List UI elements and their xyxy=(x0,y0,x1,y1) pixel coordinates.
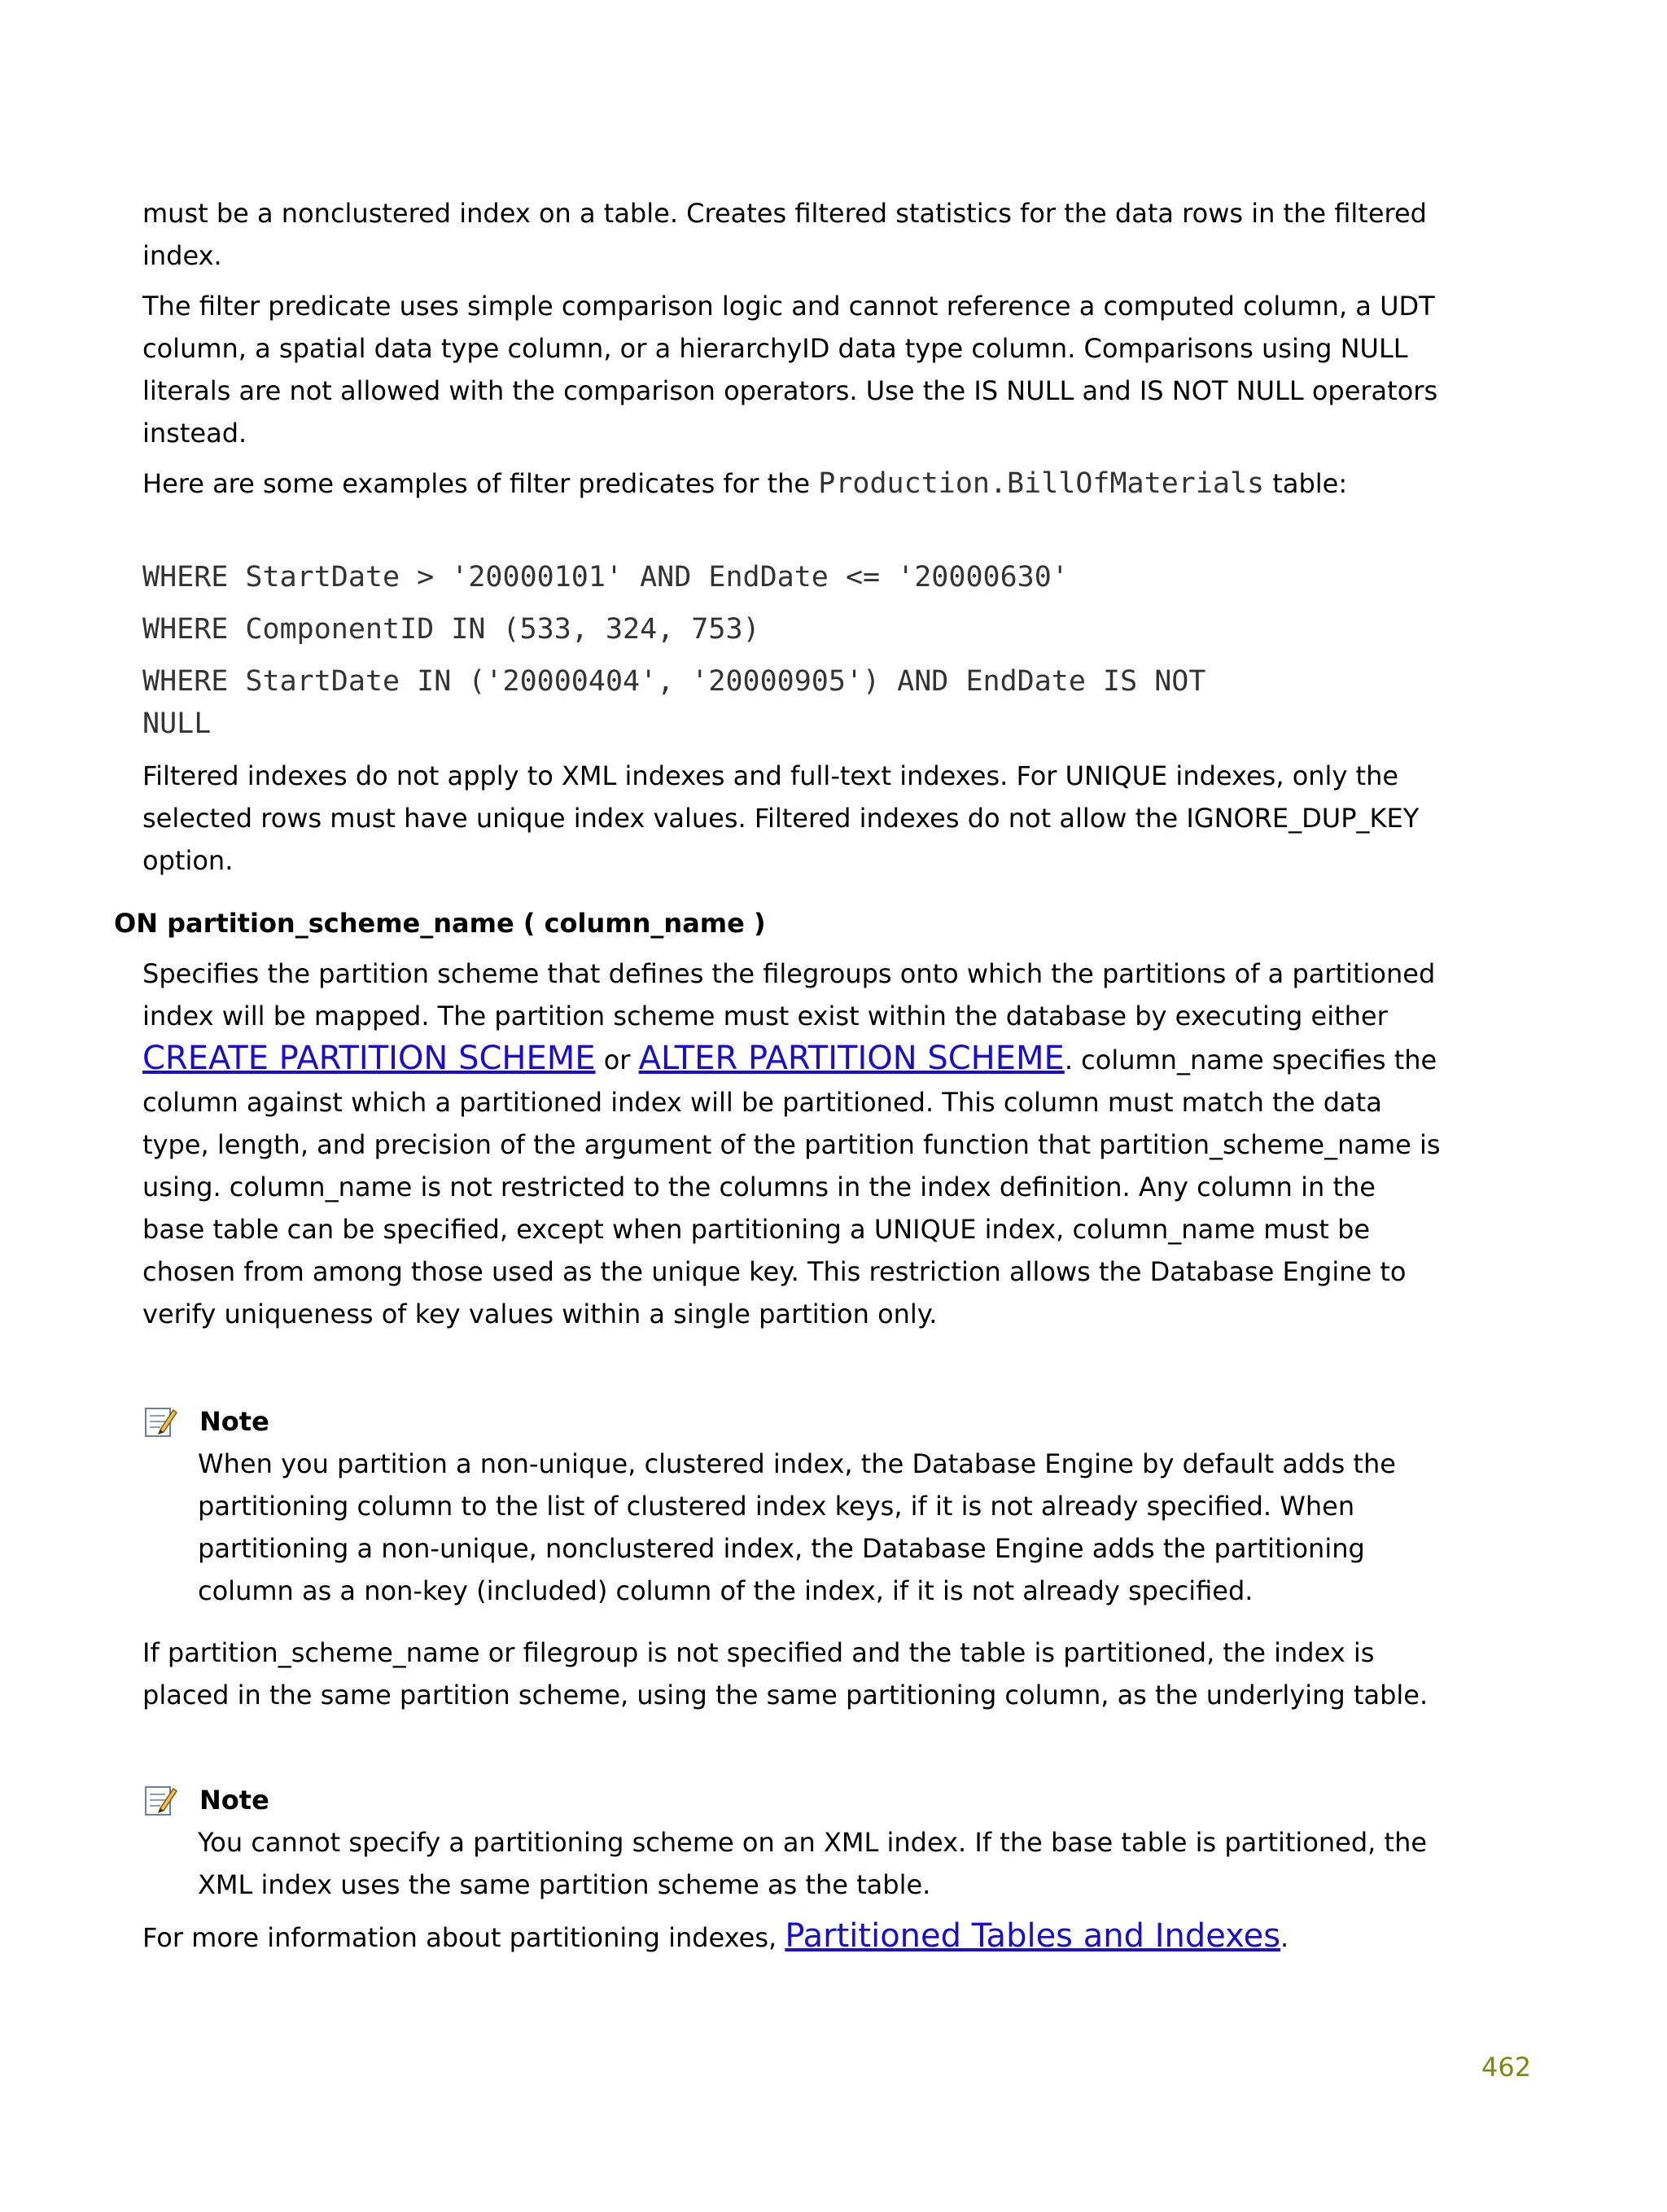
paragraph-partition-default: If partition_scheme_name or filegroup is not specified and the table is partitioned, the index is placed in the same partition scheme, using the same partitioning column, as the underlying table. xyxy=(142,1637,1429,1710)
paragraph-examples-intro xyxy=(142,462,1445,505)
code-example-1: WHERE StartDate > '20000101' AND EndDate <= '20000630' xyxy=(142,561,1069,594)
more-info-text: For more information about partitioning indexes, xyxy=(142,1922,785,1953)
term-on-partition-scheme: ON partition_scheme_name ( column_name ) xyxy=(114,908,766,939)
note-body-2: You cannot specify a partitioning scheme on an XML index. If the base table is partitioned, the XML index uses the same partition scheme as the table. xyxy=(198,1827,1428,1900)
code-example-3: WHERE StartDate IN ('20000404', '20000905') AND EndDate IS NOT NULL xyxy=(142,665,1223,740)
note-title-2: Note xyxy=(199,1785,269,1816)
paragraph-filtered-index: must be a nonclustered index on a table. Creates filtered statistics for the data rows in the filtered index. xyxy=(142,198,1427,271)
create-partition-scheme-link[interactable]: CREATE PARTITION SCHEME xyxy=(142,1040,596,1077)
partition-scheme-text: Specifies the partition scheme that defines the filegroups onto which the partitions of a partitioned index will be mapped. The partition scheme must exist within the database by executing either xyxy=(142,958,1436,1032)
paragraph-filtered-restrictions: Filtered indexes do not apply to XML indexes and full-text indexes. For UNIQUE indexes, only the selected rows must have unique index values. Filtered indexes do not allow the IGNORE_DUP_KEY option. xyxy=(142,760,1420,876)
note-pencil-icon xyxy=(142,1404,178,1439)
partition-scheme-rest: . column_name specifies the column against which a partitioned index will be partitioned. This column must match the data type, length, and precision of the argument of the partition function that partition_scheme_name is using. column_name is not restricted to the columns in the index definition. Any column in the base table can be specified, except when partitioning a UNIQUE index, column_name must be chosen from among those used as the unique key. This restriction allows the Database Engine to verify uniqueness of key values within a single partition only. xyxy=(142,1045,1441,1329)
paragraph-filter-predicate: The filter predicate uses simple comparison logic and cannot reference a computed column, a UDT column, a spatial data type column, or a hierarchyID data type column. Comparisons using NULL literals are not allowed with the comparison operators. Use the IS NULL and IS NOT NULL operators instead. xyxy=(142,291,1438,449)
page-number: 462 xyxy=(1481,2052,1532,2083)
note-header-1 xyxy=(142,1400,269,1443)
alter-partition-scheme-link[interactable]: ALTER PARTITION SCHEME xyxy=(638,1040,1065,1077)
examples-intro-suffix: table: xyxy=(1264,468,1348,499)
examples-intro-text: Here are some examples of filter predicates for the xyxy=(142,468,819,499)
partitioned-tables-link[interactable]: Partitioned Tables and Indexes xyxy=(785,1917,1281,1955)
partition-scheme-or: or xyxy=(595,1045,639,1075)
note-pencil-icon xyxy=(142,1782,178,1818)
note-header-2 xyxy=(142,1779,269,1821)
table-name-code: Production.BillOfMaterials xyxy=(818,467,1265,500)
more-info-period: . xyxy=(1280,1922,1289,1953)
code-example-2: WHERE ComponentID IN (533, 324, 753) xyxy=(142,613,760,646)
paragraph-partition-scheme xyxy=(142,953,1445,1335)
note-title-1: Note xyxy=(199,1406,269,1437)
note-body-1: When you partition a non-unique, clustered index, the Database Engine by default adds the partitioning column to the list of clustered index keys, if it is not already specified. When partitioning a non-unique, nonclustered index, the Database Engine adds the partitioning column as a non-key (included) column of the index, if it is not already specified. xyxy=(198,1448,1396,1606)
paragraph-more-info xyxy=(142,1915,1445,1959)
